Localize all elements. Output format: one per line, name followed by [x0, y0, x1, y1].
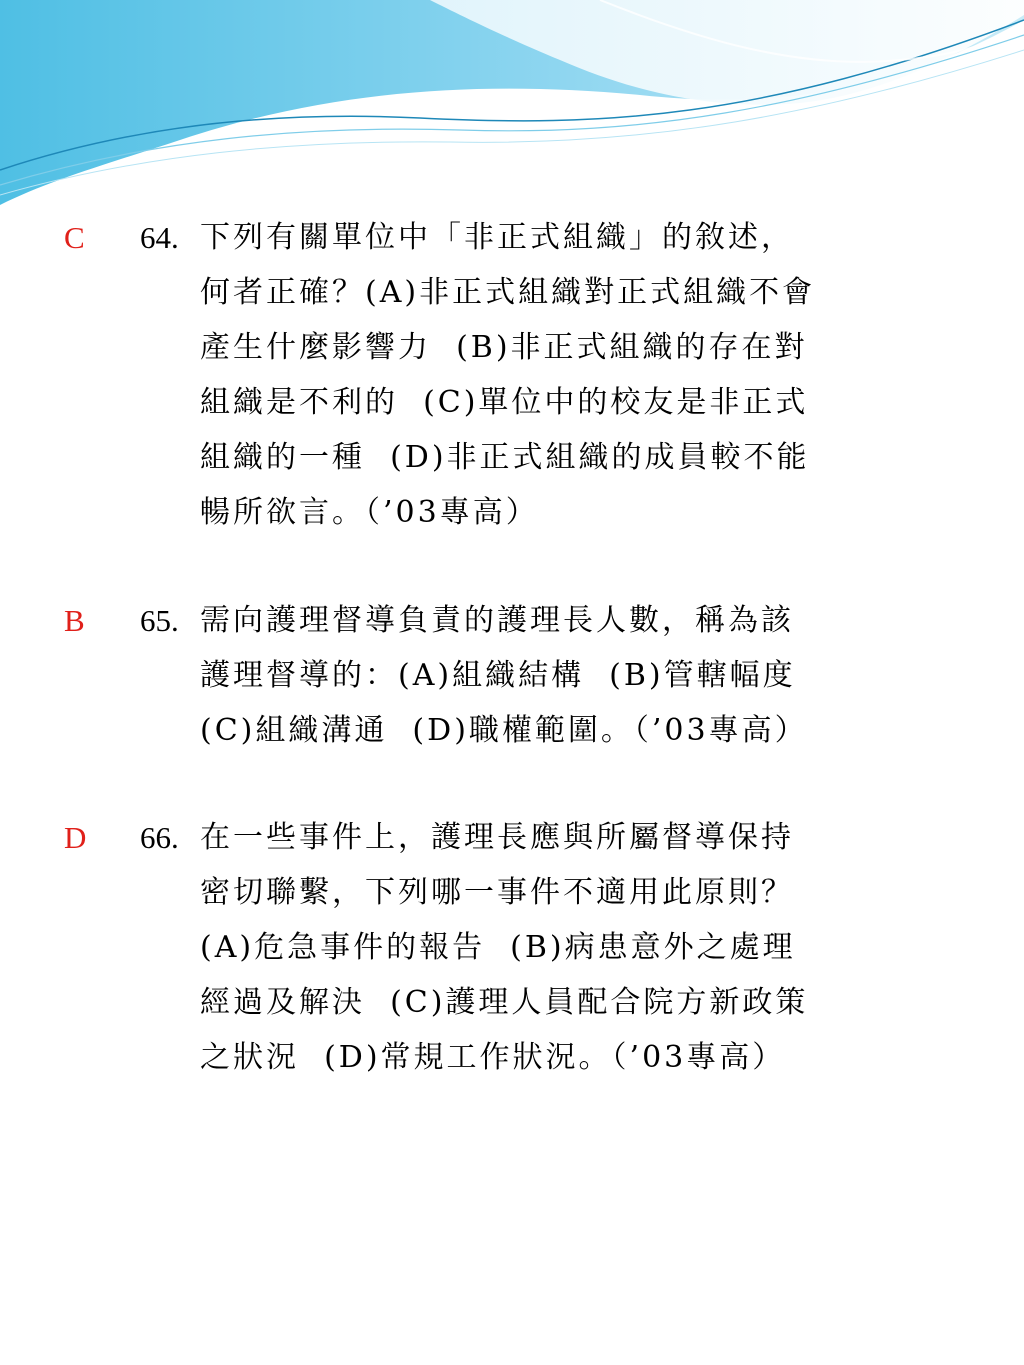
question-line: 護理督導的：(A)組織結構 (B)管轄幅度: [200, 658, 796, 693]
question-line: 下列有關單位中「非正式組織」的敘述，: [200, 220, 794, 255]
question-number: 65.: [140, 603, 179, 638]
question-line: 之狀況 (D)常規工作狀況。（’03專高）: [200, 1040, 786, 1075]
question-line: (A)危急事件的報告 (B)病患意外之處理: [200, 930, 796, 965]
question-text: [200, 210, 815, 540]
question-line: 經過及解決 (C)護理人員配合院方新政策: [200, 985, 809, 1020]
question-line: (C)組織溝通 (D)職權範圍。（’03專高）: [200, 713, 808, 748]
question-line: 何者正確？(A)非正式組織對正式組織不會: [200, 275, 816, 310]
header-wave-decoration: [0, 0, 1024, 230]
question-line: 需向護理督導負責的護理長人數，稱為該: [200, 603, 794, 638]
answer-letter: B: [64, 603, 85, 638]
answer-letter: C: [64, 220, 85, 255]
question-line: 密切聯繫，下列哪一事件不適用此原則？: [200, 875, 794, 910]
question-line: 在一些事件上，護理長應與所屬督導保持: [200, 820, 794, 855]
question-text: [200, 810, 808, 1085]
question-line: 組織的一種 (D)非正式組織的成員較不能: [200, 440, 810, 475]
question-line: 產生什麼影響力 (B)非正式組織的存在對: [200, 330, 808, 365]
question-line: 暢所欲言。（’03專高）: [200, 495, 539, 530]
question-text: [200, 593, 808, 758]
question-line: 組織是不利的 (C)單位中的校友是非正式: [200, 385, 809, 420]
answer-letter: D: [64, 820, 87, 855]
question-number: 66.: [140, 820, 179, 855]
question-number: 64.: [140, 220, 179, 255]
